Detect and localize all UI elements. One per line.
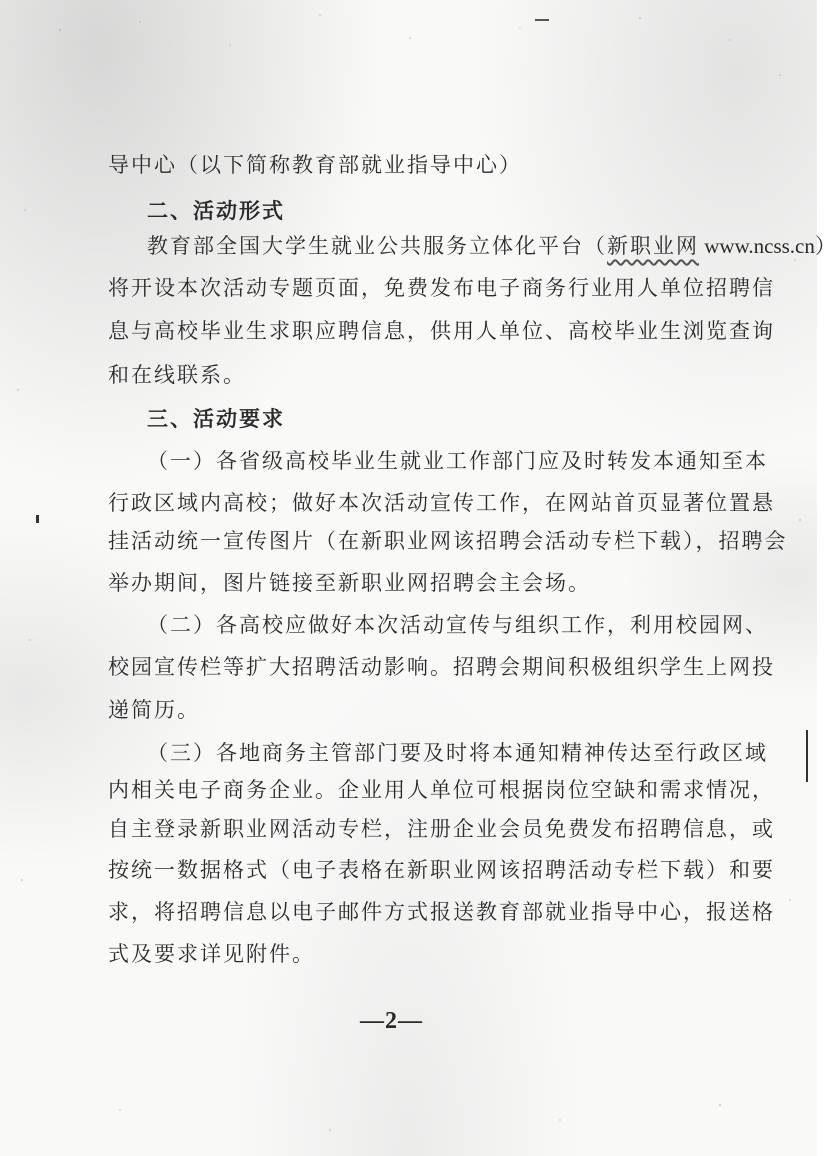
text-line-15: （三）各地商务主管部门要及时将本通知精神传达至行政区域 bbox=[147, 741, 768, 765]
text-line-4: 将开设本次活动专题页面，免费发布电子商务行业用人单位招聘信 bbox=[108, 276, 775, 300]
text-line-12: （二）各高校应做好本次活动宣传与组织工作，利用校园网、 bbox=[147, 613, 768, 637]
text-line-11: 举办期间，图片链接至新职业网招聘会主会场。 bbox=[108, 571, 591, 595]
text-line-18: 按统一数据格式（电子表格在新职业网该招聘活动专栏下载）和要 bbox=[108, 858, 775, 882]
section-heading-3: 三、活动要求 bbox=[147, 407, 285, 431]
text-line-6: 和在线联系。 bbox=[108, 363, 246, 387]
text-line-13: 校园宣传栏等扩大招聘活动影响。招聘会期间积极组织学生上网投 bbox=[108, 655, 775, 679]
text-line-17: 自主登录新职业网活动专栏，注册企业会员免费发布招聘信息，或 bbox=[108, 817, 775, 841]
text-line-9: 行政区域内高校；做好本次活动宣传工作，在网站首页显著位置悬 bbox=[108, 491, 775, 515]
scan-mark-top bbox=[535, 19, 549, 21]
scan-mark-right bbox=[806, 730, 808, 782]
text-line-14: 递简历。 bbox=[108, 698, 200, 722]
text-line-8: （一）各省级高校毕业生就业工作部门应及时转发本通知至本 bbox=[147, 449, 768, 473]
scan-mark-left bbox=[36, 515, 39, 523]
text-line-5: 息与高校毕业生求职应聘信息，供用人单位、高校毕业生浏览查询 bbox=[108, 319, 775, 343]
text-line-19: 求，将招聘信息以电子邮件方式报送教育部就业指导中心，报送格 bbox=[108, 900, 775, 924]
text-line-16: 内相关电子商务企业。企业用人单位可根据岗位空缺和需求情况， bbox=[108, 778, 775, 802]
text-line-20: 式及要求详见附件。 bbox=[108, 942, 315, 966]
text-line-10: 挂活动统一宣传图片（在新职业网该招聘会活动专栏下载），招聘会 bbox=[108, 529, 788, 553]
site-url: www.ncss.cn bbox=[699, 234, 815, 258]
site-name: 新职业网 bbox=[607, 234, 699, 258]
text-line-1: 导中心（以下简称教育部就业指导中心） bbox=[108, 153, 522, 177]
text-line-platform bbox=[147, 232, 838, 260]
page-number: —2— bbox=[360, 1008, 423, 1034]
platform-text: 教育部全国大学生就业公共服务立体化平台（ bbox=[147, 234, 607, 258]
section-heading-2: 二、活动形式 bbox=[147, 199, 285, 223]
closing-paren: ） bbox=[814, 234, 838, 258]
